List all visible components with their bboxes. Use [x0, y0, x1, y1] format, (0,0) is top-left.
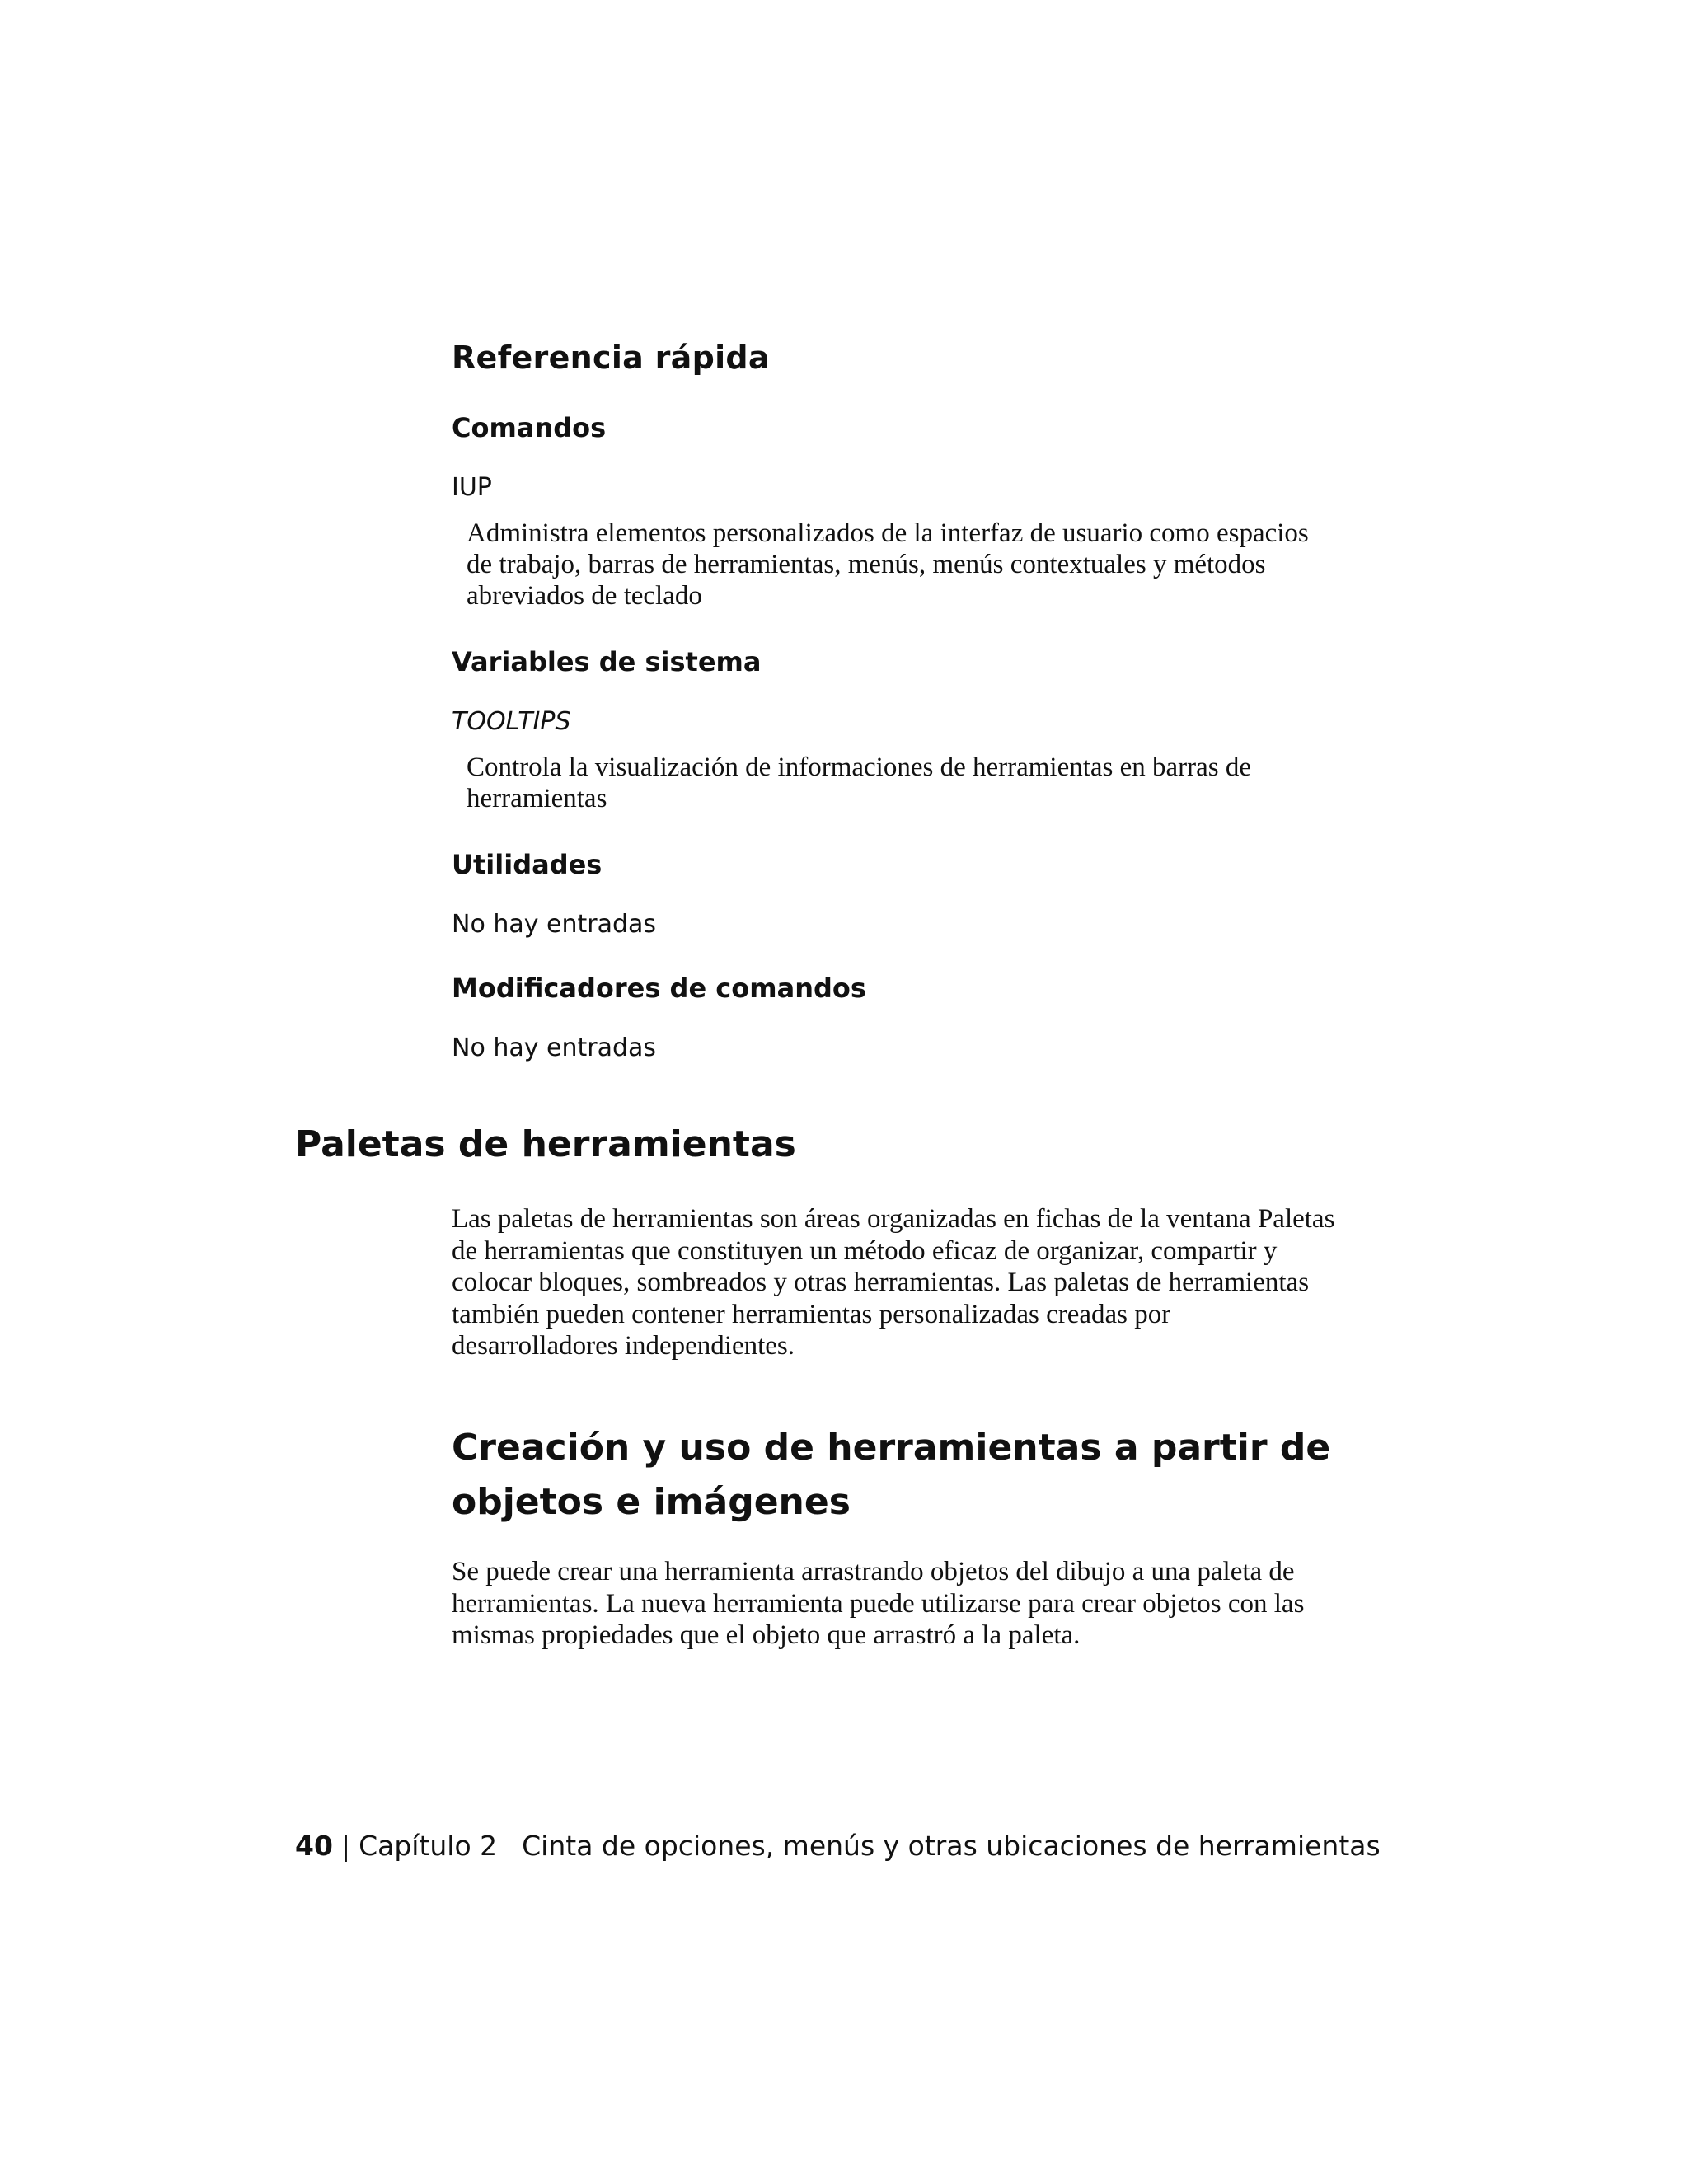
system-variable-term: TOOLTIPS [452, 707, 571, 736]
create-tools-heading: Creación y uso de herramientas a partir de objetos e imágenes [452, 1427, 1331, 1523]
tool-palettes-heading: Paletas de herramientas [295, 1123, 796, 1165]
command-description: Administra elementos personalizados de la interfaz de usuario como espacios de trabajo, barras de herramientas, menús, menús contextuales y métodos abreviados de teclado [467, 518, 1309, 611]
page-footer [295, 1830, 1381, 1862]
quick-reference-title: Referencia rápida [452, 340, 770, 376]
system-variable-description: Controla la visualización de informaciones de herramientas en barras de herramientas [467, 752, 1252, 813]
utilities-heading: Utilidades [452, 849, 603, 880]
command-modifiers-heading: Modificadores de comandos [452, 972, 866, 1004]
create-tools-paragraph: Se puede crear una herramienta arrastrando objetos del dibujo a una paleta de herramientas. La nueva herramienta puede utilizarse para crear objetos con las mismas propiedades que el objeto que arrastró a la paleta. [452, 1557, 1305, 1650]
page-number: 40 [295, 1830, 333, 1862]
commands-heading: Comandos [452, 412, 607, 443]
command-modifiers-text: No hay entradas [452, 1033, 657, 1062]
utilities-text: No hay entradas [452, 910, 657, 939]
tool-palettes-paragraph: Las paletas de herramientas son áreas organizadas en fichas de la ventana Paletas de herramientas que constituyen un método eficaz de organizar, compartir y colocar bloques, sombreados y otras herramientas. Las paletas de herramientas también pueden contener herramientas personalizadas creadas por desarrolladores independientes. [452, 1204, 1335, 1361]
system-variables-heading: Variables de sistema [452, 646, 762, 677]
command-term: IUP [452, 473, 492, 502]
footer-chapter: Capítulo 2 [359, 1830, 498, 1862]
footer-separator: | [340, 1830, 351, 1862]
footer-chapter-title: Cinta de opciones, menús y otras ubicaciones de herramientas [522, 1830, 1381, 1862]
